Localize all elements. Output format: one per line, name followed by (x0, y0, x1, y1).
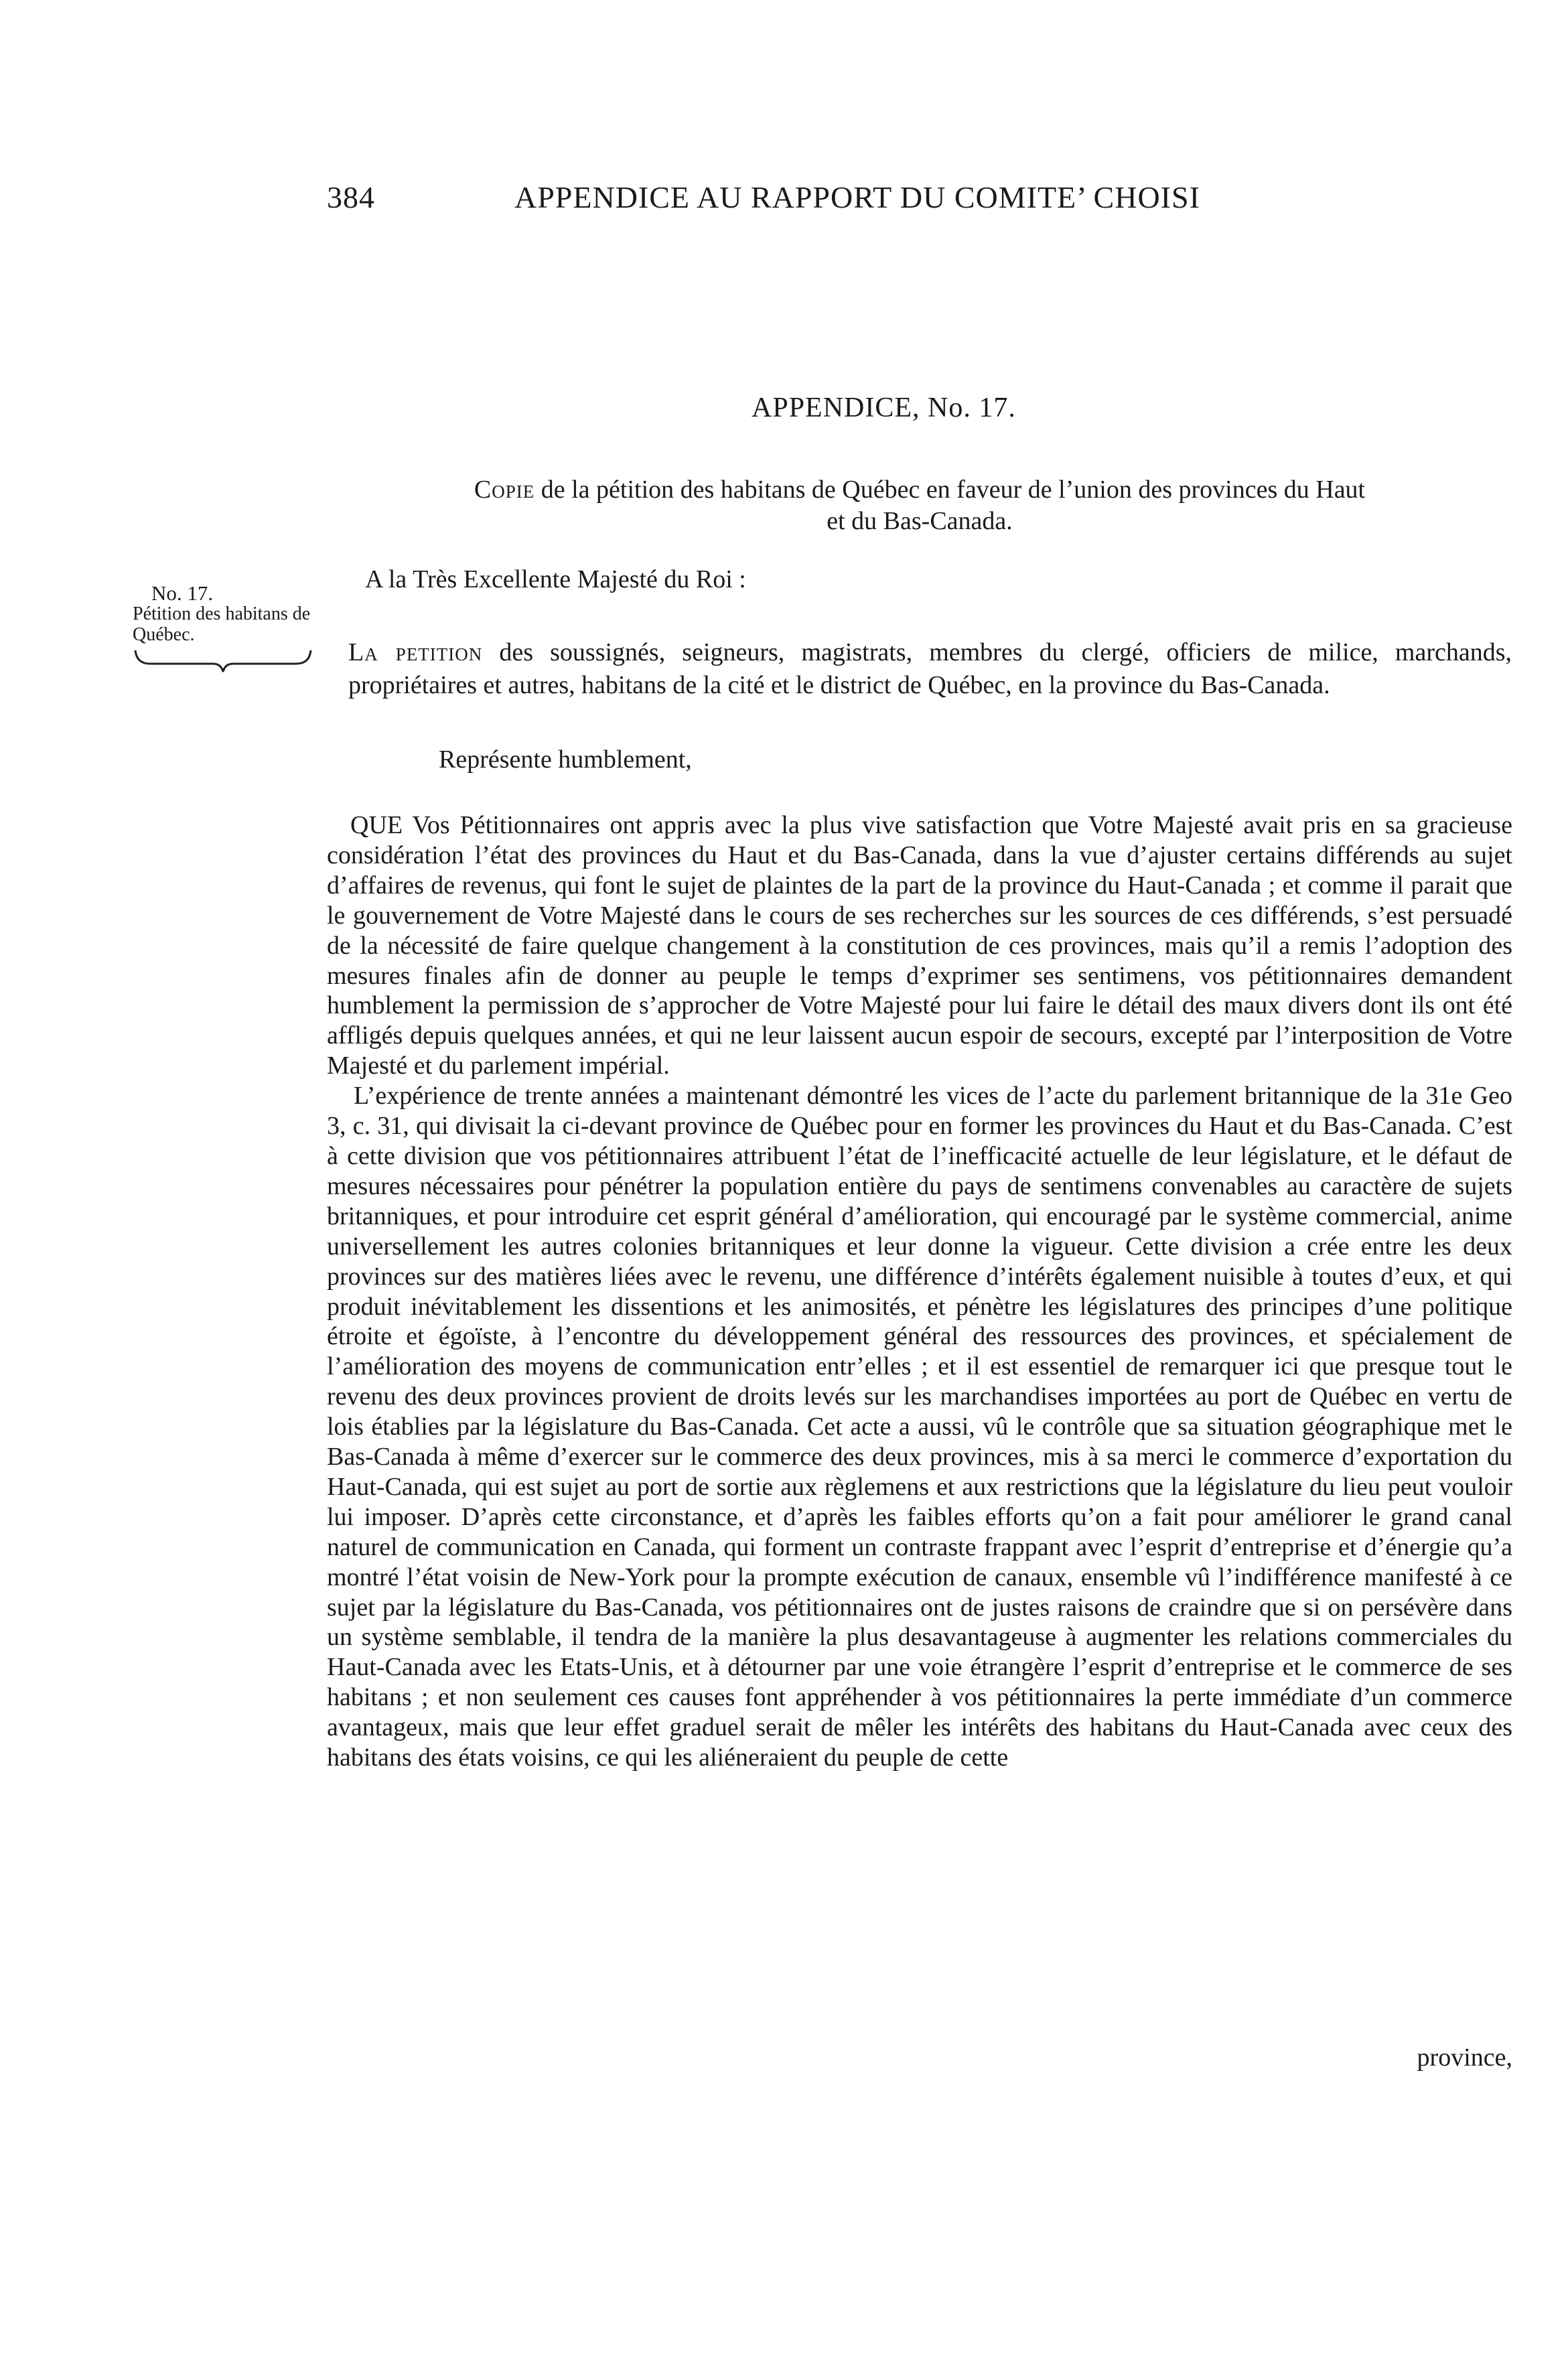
royal-address: A la Très Excellente Majesté du Roi : (365, 565, 746, 593)
paragraph-1 (327, 810, 1512, 1081)
margin-brace-icon (133, 648, 313, 674)
petition-opening (348, 636, 1512, 702)
margin-note-text: Pétition des habitans de Québec. (133, 603, 311, 645)
petition-lead: La petition (348, 638, 483, 666)
copy-caption-lead: Copie (474, 476, 535, 504)
petition-opening-text: des soussignés, seigneurs, magistrats, membres du clergé, officiers de milice, marchands, propriétaires et autres, habitans de la cité et le district de Québec, en la province du Bas-Canada. (348, 638, 1512, 699)
copy-caption-line1: de la pétition des habitans de Québec en faveur de l’union des provinces du Haut (534, 476, 1366, 504)
copy-caption (327, 474, 1512, 537)
petition-body (327, 810, 1512, 1773)
appendix-heading: APPENDICE, No. 17. (752, 392, 1016, 423)
paragraph-1-text: Vos Pétitionnaires ont appris avec la plus vive satisfaction que Votre Majesté avait pris en sa gracieuse considération l’état des provinces du Haut et du Bas-Canada, dans la vue d’ajuster certains différends au sujet d’affaires de revenus, qui font le sujet de plaintes de la part de la province du Haut-Canada ; et comme il parait que le gouvernement de Votre Majesté dans le cours de ses recherches sur les sources de ces différends, s’est persuadé de la nécessité de faire quelque changement à la constitution de ces provinces, mais qu’il a remis l’adoption des mesures finales afin de donner au peuple le temps d’exprimer ses sentimens, vos pétitionnaires demandent humblement la permission de s’approcher de Votre Majesté pour lui faire le détail des maux divers dont ils ont été affligés depuis quelques années, et qui ne leur laissent aucun espoir de secours, excepté par l’interposition de Votre Majesté et du parlement impérial. (327, 811, 1512, 1080)
page-number: 384 (327, 180, 375, 214)
paragraph-2: L’expérience de trente années a maintenant démontré les vices de l’acte du parlement britannique de la 31e Geo 3, c. 31, qui divisait la ci-devant province de Québec pour en former les provinces du Haut et du Bas-Canada. C’est à cette division que vos pétitionnaires attribuent l’état de l’inefficacité actuelle de leur législature, et le défaut de mesures nécessaires pour pénétrer la population entière du pays de sentimens convenables au caractère de sujets britanniques, et pour introduire cet esprit général d’amélioration, qui encouragé par le système commercial, anime universellement les autres colonies britanniques et leur donne la vigueur. Cette division a crée entre les deux provinces sur des matières liées avec le revenu, une différence d’intérêts également nuisible à toutes d’eux, et qui produit inévitablement les dissentions et les animosités, et pénètre les législatures des principes d’une politique étroite et égoïste, à l’encontre du développement général des ressources des provinces, et spécialement de l’amélioration des moyens de communication entr’elles ; et il est essentiel de remarquer ici que presque tout le revenu des deux provinces provient de droits levés sur les marchandises importées au port de Québec en vertu de lois établies par la législature du Bas-Canada. Cet acte a aussi, vû le contrôle que sa situation géographique met le Bas-Canada à même d’exercer sur le commerce des deux provinces, mis à sa merci le commerce d’exportation du Haut-Canada, qui est sujet au port de sortie aux règlemens et aux restrictions que la législature du lieu peut vouloir lui imposer. D’après cette circonstance, et d’après les faibles efforts qu’on a fait pour améliorer le grand canal naturel de communication en Canada, qui forment un contraste frappant avec l’esprit d’entreprise et d’énergie qu’a montré l’état voisin de New-York pour la prompte exécution de canaux, ensemble vû l’indifférence manifesté à ce sujet par la législature du Bas-Canada, vos pétitionnaires ont de justes raisons de craindre que si on persévère dans un système semblable, il tendra de la manière la plus desavantageuse à augmenter les relations commerciales du Haut-Canada avec les Etats-Unis, et à détourner par une voie étrangère l’esprit d’entreprise et le commerce de ses habitans ; et non seulement ces causes font appréhender à vos pétitionnaires la perte immédiate d’un commerce avantageux, mais que leur effet graduel serait de mêler les intérêts des habitans du Haut-Canada avec ceux des habitans des états voisins, ce qui les aliéneraient du peuple de cette (327, 1082, 1512, 1772)
margin-note (133, 583, 327, 674)
paragraph-1-lead: QUE (350, 811, 403, 839)
margin-note-number: No. 17. (151, 581, 214, 605)
represents-line: Représente humblement, (439, 745, 692, 774)
copy-caption-line2: et du Bas-Canada. (827, 507, 1013, 535)
header-title: APPENDICE AU RAPPORT DU COMITE’ CHOISI (514, 180, 1200, 214)
catchword: province, (1417, 2043, 1512, 2072)
